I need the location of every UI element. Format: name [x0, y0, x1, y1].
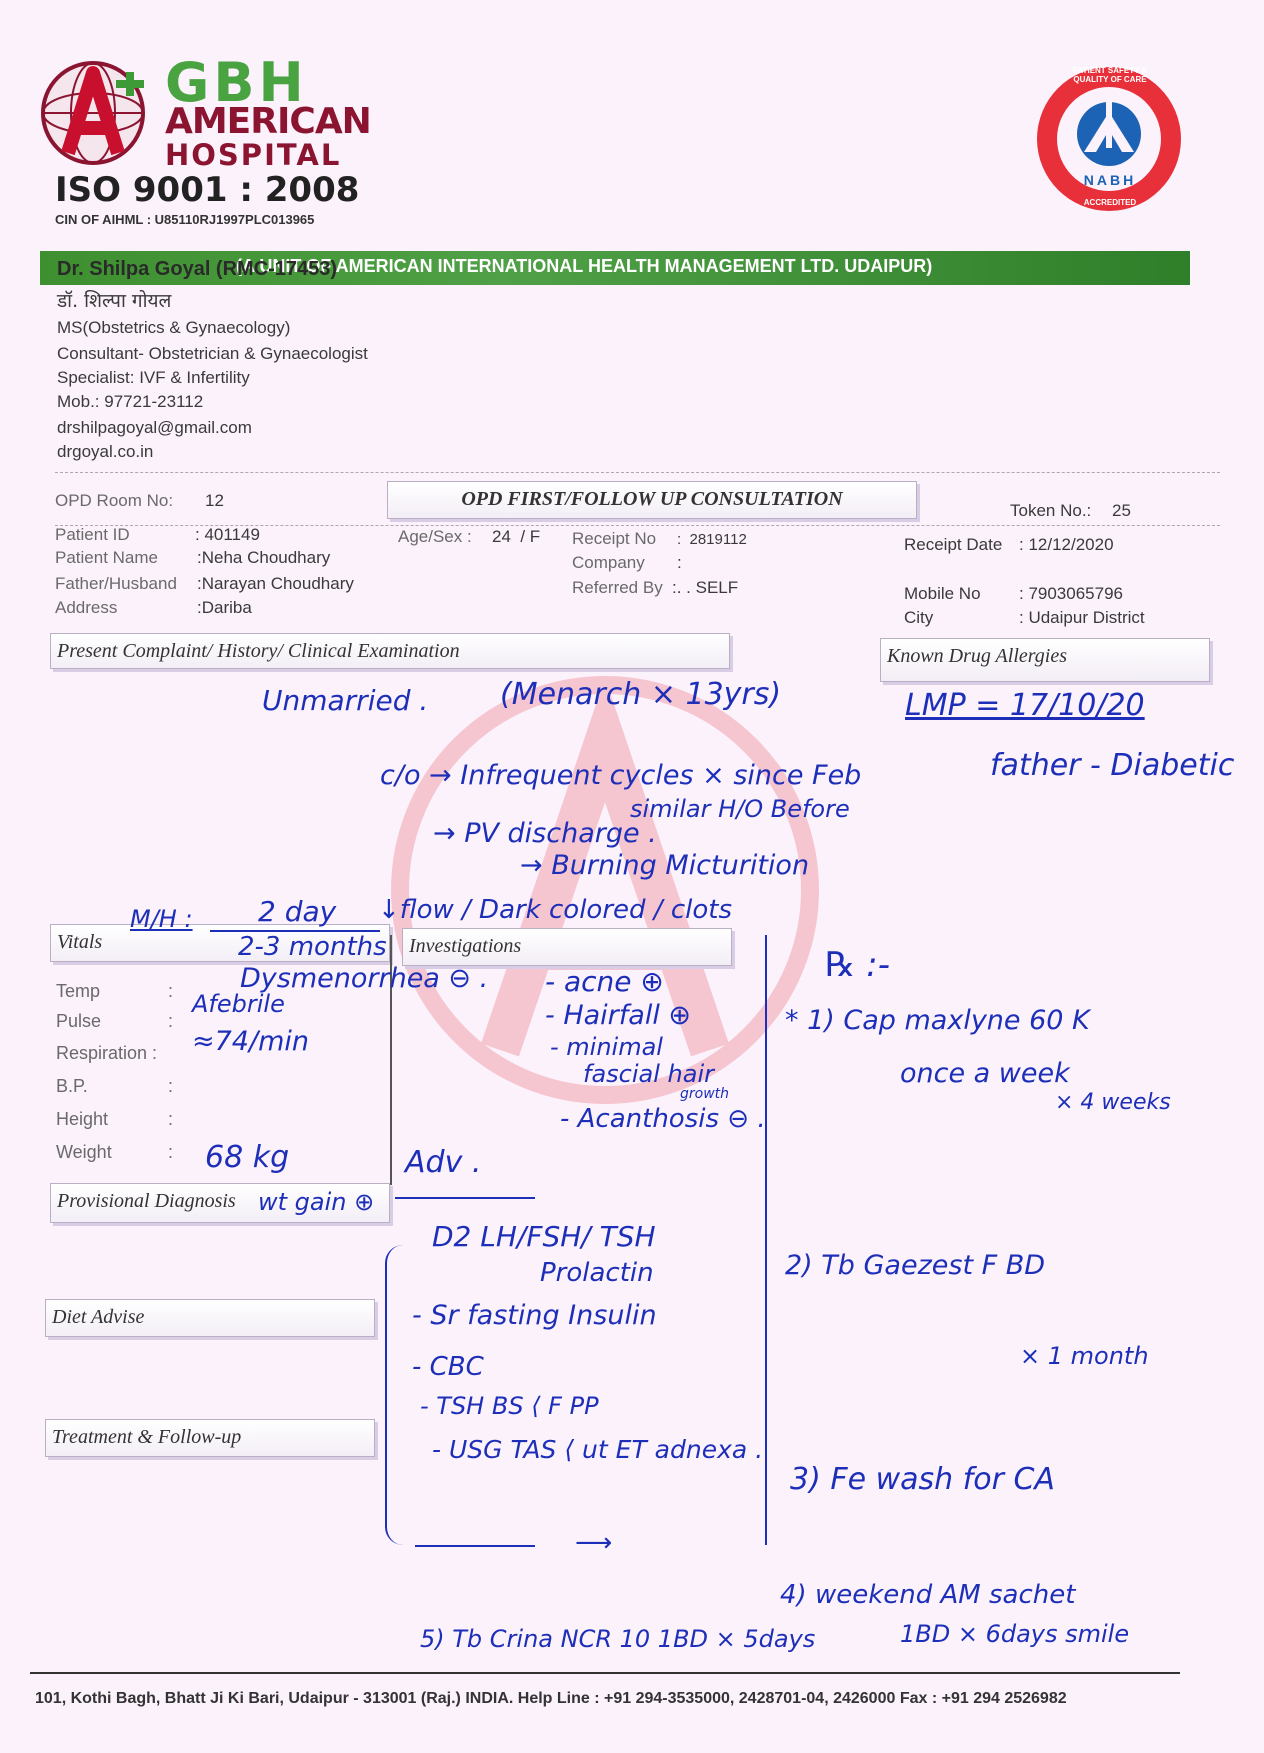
- note-rx-1c: × 4 weeks: [1055, 1090, 1171, 1115]
- vital-height-colon: :: [168, 1109, 174, 1129]
- city-label: City: [904, 608, 934, 627]
- vital-pulse-colon: :: [168, 1011, 174, 1031]
- note-rx-5: 5) Tb Crina NCR 10 1BD × 5days: [420, 1625, 816, 1653]
- patient-id-label: Patient ID: [55, 525, 130, 544]
- footer-rule: [30, 1672, 1180, 1674]
- address-label: Address: [55, 598, 118, 617]
- doctor-name-hindi: डॉ. शिल्पा गोयल: [57, 290, 172, 312]
- nabh-accredited: ACCREDITED: [1083, 198, 1137, 207]
- father-name: :Narayan Choudhary: [197, 574, 354, 593]
- note-complaint-4: → Burning Micturition: [520, 850, 810, 881]
- note-rx: ℞ :-: [825, 945, 891, 985]
- note-complaint-1: c/o → Infrequent cycles × since Feb: [380, 760, 862, 791]
- token-value: 25: [1112, 501, 1131, 520]
- vitals-section-title: Vitals: [57, 931, 103, 953]
- vital-weight-colon: :: [168, 1142, 174, 1162]
- note-hairfall: - Hairfall ⊕: [545, 1000, 692, 1031]
- doctor-specialist: Specialist: IVF & Infertility: [57, 368, 250, 387]
- note-afebrile: Afebrile: [192, 990, 285, 1018]
- opd-room-label: OPD Room No:: [55, 491, 174, 510]
- note-advice: Adv .: [405, 1145, 482, 1180]
- note-acanthosis: - Acanthosis ⊖ .: [560, 1104, 766, 1134]
- receipt-date-value: : 12/12/2020: [1019, 535, 1114, 554]
- receipt-date-label: Receipt Date: [904, 535, 1003, 554]
- note-lmp: LMP = 17/10/20: [905, 688, 1145, 723]
- note-usg: - USG TAS ⟨ ut ET adnexa .: [432, 1435, 764, 1464]
- diet-section-title: Diet Advise: [52, 1306, 145, 1328]
- doctor-role: Consultant- Obstetrician & Gynaecologist: [57, 344, 368, 363]
- treatment-section-header: [45, 1419, 375, 1457]
- note-insulin: - Sr fasting Insulin: [412, 1300, 657, 1331]
- vital-bp-colon: :: [168, 1076, 174, 1096]
- city-value: : Udaipur District: [1019, 608, 1145, 627]
- doctor-mobile: Mob.: 97721-23112: [57, 392, 204, 411]
- vital-height-label: Height: [56, 1109, 109, 1129]
- note-facial-hair: fascial hair: [583, 1060, 714, 1088]
- note-rx-4b: 1BD × 6days smile: [900, 1620, 1130, 1648]
- note-d2-tests: D2 LH/FSH/ TSH: [432, 1220, 656, 1253]
- doctor-website: drgoyal.co.in: [57, 442, 154, 461]
- diet-section-header: [45, 1299, 375, 1337]
- note-bs: - TSH BS ⟨ F PP: [420, 1392, 599, 1420]
- note-weight-gain: wt gain ⊕: [258, 1188, 375, 1216]
- opd-room-value: 12: [205, 491, 224, 510]
- note-rx-3: 3) Fe wash for CA: [790, 1462, 1055, 1497]
- vital-pulse-label: Pulse: [56, 1011, 102, 1031]
- referred-value: :. . SELF: [672, 578, 739, 597]
- nabh-ring-text: PATIENT SAFETY & QUALITY OF CARE: [1072, 66, 1148, 84]
- note-complaint-3: → PV discharge .: [433, 818, 657, 849]
- nabh-label: NABH: [1083, 172, 1137, 188]
- note-dysmenorrhea: Dysmenorrhea ⊖ .: [240, 963, 489, 994]
- cin-number: CIN OF AIHML : U85110RJ1997PLC013965: [55, 212, 315, 227]
- advice-end-line: [415, 1545, 535, 1547]
- rx-divider: [765, 935, 767, 1545]
- doctor-email: drshilpagoyal@gmail.com: [57, 418, 252, 437]
- patient-name-label: Patient Name: [55, 548, 158, 567]
- patient-name: :Neha Choudhary: [197, 548, 331, 567]
- note-mh-label: M/H :: [130, 905, 193, 933]
- vital-weight-label: Weight: [56, 1142, 112, 1162]
- allergies-section-header: [880, 638, 1210, 682]
- note-prolactin: Prolactin: [540, 1258, 654, 1288]
- note-unmarried: Unmarried .: [262, 684, 429, 717]
- patient-id: : 401149: [195, 525, 260, 544]
- hospital-logo: [38, 58, 148, 168]
- token-label: Token No.:: [1010, 501, 1092, 520]
- note-complaint-2: similar H/O Before: [630, 795, 850, 823]
- mobile-label: Mobile No: [904, 584, 981, 603]
- investigations-section-title: Investigations: [409, 935, 522, 957]
- note-acne: - acne ⊕: [545, 965, 664, 998]
- complaint-section-header: [50, 633, 730, 669]
- footer-address: 101, Kothi Bagh, Bhatt Ji Ki Bari, Udaipur - 313001 (Raj.) INDIA. Help Line : +91 294-3535000, 2428701-04, 2426000 Fax : +91 294 2526982: [35, 1690, 1067, 1707]
- note-rx-2b: × 1 month: [1020, 1342, 1149, 1370]
- allergies-section-title: Known Drug Allergies: [887, 645, 1068, 667]
- mobile-value: : 7903065796: [1019, 584, 1123, 603]
- note-rx-1b: once a week: [900, 1058, 1070, 1089]
- note-cbc: - CBC: [412, 1352, 484, 1382]
- iso-certification: ISO 9001 : 2008: [55, 170, 360, 210]
- nabh-seal: [1034, 64, 1184, 214]
- doctor-degree: MS(Obstetrics & Gynaecology): [57, 318, 291, 337]
- note-growth: growth: [680, 1086, 730, 1102]
- referred-label: Referred By: [572, 578, 663, 597]
- note-mh-months: 2-3 months: [238, 932, 387, 962]
- note-rx-4: 4) weekend AM sachet: [780, 1580, 1076, 1610]
- note-father-diabetic: father - Diabetic: [990, 748, 1235, 783]
- vital-bp-label: B.P.: [56, 1076, 88, 1096]
- note-mh-flow: ↓flow / Dark colored / clots: [378, 895, 732, 925]
- consultation-title: [387, 481, 917, 519]
- note-rx-2: 2) Tb Gaezest F BD: [785, 1250, 1046, 1281]
- note-weight-value: 68 kg: [205, 1140, 290, 1175]
- vital-temp-colon: :: [168, 981, 174, 1001]
- vital-respiration-label: Respiration :: [56, 1043, 158, 1063]
- advice-underline: [395, 1197, 535, 1199]
- father-label: Father/Husband: [55, 574, 177, 593]
- agesex-label: Age/Sex :: [398, 527, 472, 546]
- vital-temp-label: Temp: [56, 981, 101, 1001]
- note-minimal: - minimal: [550, 1033, 663, 1061]
- company-label: Company: [572, 553, 645, 572]
- note-pulse-value: ≈74/min: [192, 1026, 309, 1057]
- advice-bracket: [385, 1245, 403, 1545]
- note-menarche: (Menarch × 13yrs): [500, 677, 782, 712]
- doctor-name: Dr. Shilpa Goyal (RMC-17453): [57, 258, 338, 280]
- hospital-name-gbh: GBH: [165, 51, 308, 114]
- advice-end-arrow: ⟶: [575, 1528, 613, 1558]
- complaint-section-title: Present Complaint/ History/ Clinical Examination: [57, 640, 460, 662]
- investigations-section-header: [402, 928, 732, 966]
- divider: [55, 472, 1220, 473]
- hospital-name-hospital: HOSPITAL: [165, 138, 342, 172]
- note-rx-1: * 1) Cap maxlyne 60 K: [785, 1005, 1090, 1036]
- company-value: :: [677, 553, 682, 572]
- address-value: :Dariba: [197, 598, 252, 617]
- note-mh-days: 2 day: [258, 895, 337, 928]
- provisional-section-title: Provisional Diagnosis: [57, 1190, 236, 1212]
- treatment-section-title: Treatment & Follow-up: [52, 1426, 242, 1448]
- consultation-title-text: OPD FIRST/FOLLOW UP CONSULTATION: [461, 488, 843, 510]
- agesex-value: 24 / F: [492, 527, 541, 546]
- receipt-value: : 2819112: [677, 531, 747, 548]
- hospital-name-american: AMERICAN: [165, 101, 371, 142]
- unit-banner-text: (A UNIT OF AMERICAN INTERNATIONAL HEALTH MANAGEMENT LTD. UDAIPUR): [236, 256, 933, 276]
- receipt-label: Receipt No: [572, 529, 657, 548]
